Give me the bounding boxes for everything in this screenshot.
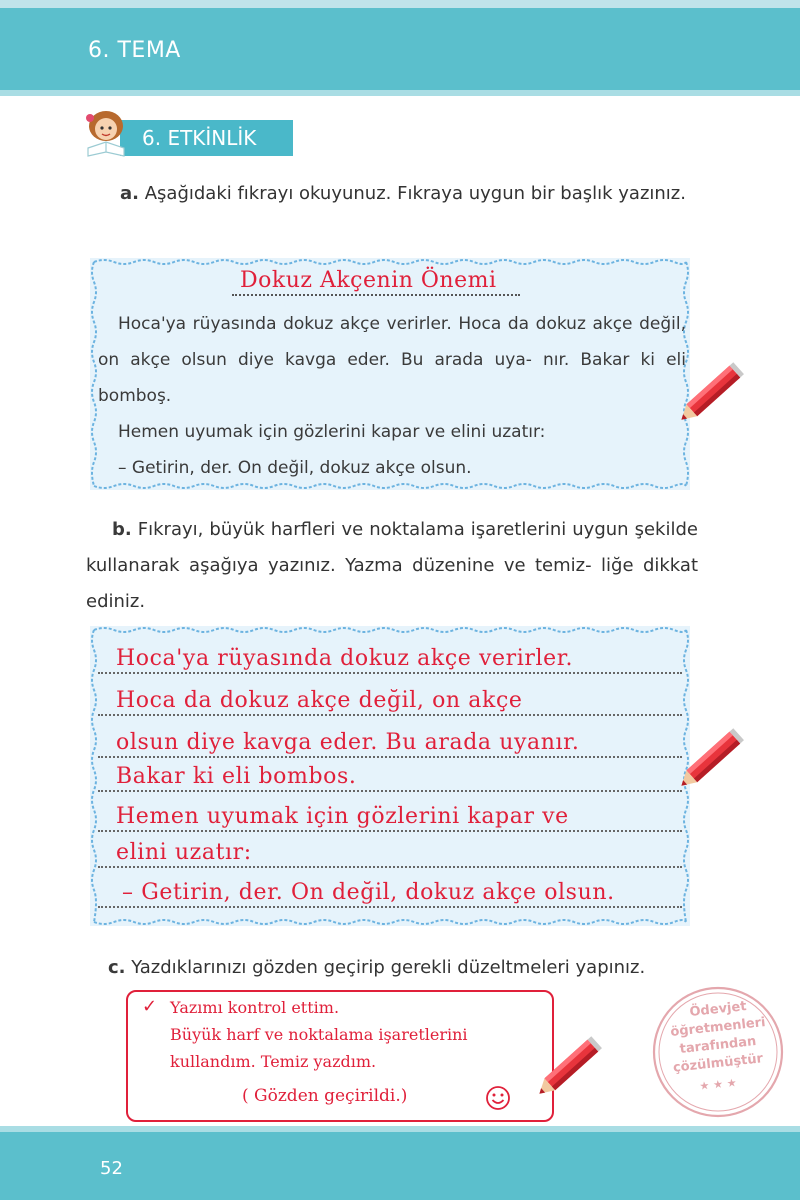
check-mark-icon: ✓ — [142, 996, 158, 1017]
red-pencil-icon — [530, 1018, 620, 1108]
dotted-line — [98, 830, 682, 832]
instruction-b-text: Fıkrayı, büyük harfleri ve noktalama işaretlerini uygun şekilde kullanarak aşağıya yazınız. Yazma düzenine ve temiz- liğe dikkat ediniz. — [86, 519, 698, 612]
fable-text — [98, 306, 686, 486]
stamp-line-4: çözülmüştür — [672, 1051, 764, 1076]
checklist-text — [170, 994, 550, 1075]
reviewed-note: ( Gözden geçirildi.) — [242, 1086, 408, 1106]
handwriting-line-7: – Getirin, der. On değil, dokuz akçe olsun. — [122, 880, 615, 905]
dotted-line — [98, 672, 682, 674]
section-letter-c: c. — [108, 957, 126, 978]
handwriting-line-3: olsun diye kavga eder. Bu arada uyanır. — [116, 730, 580, 755]
instruction-c-text: Yazdıklarınızı gözden geçirip gerekli düzeltmeleri yapınız. — [131, 957, 646, 978]
fable-paragraph-2: Hemen uyumak için gözlerini kapar ve elini uzatır: — [118, 422, 546, 442]
handwriting-line-5: Hemen uyumak için gözlerini kapar ve — [116, 804, 569, 829]
stamp-line-1: Ödevjet — [688, 999, 748, 1020]
fable-title-text: Dokuz Akçenin Önemi — [240, 268, 497, 293]
handwriting-line-2: Hoca da dokuz akçe değil, on akçe — [116, 688, 523, 713]
section-letter-b: b. — [112, 519, 132, 540]
fable-title-underline — [232, 294, 520, 296]
red-pencil-icon — [672, 344, 762, 434]
checklist-line-3: kullandım. Temiz yazdım. — [170, 1052, 377, 1071]
handwriting-line-1: Hoca'ya rüyasında dokuz akçe verirler. — [116, 646, 574, 671]
instruction-c — [108, 950, 708, 986]
red-pencil-icon — [672, 710, 762, 800]
smiley-face-icon — [484, 1084, 512, 1112]
instruction-a-text: Aşağıdaki fıkrayı okuyunuz. Fıkraya uygun bir başlık yazınız. — [144, 183, 686, 204]
section-letter-a: a. — [120, 183, 139, 204]
activity-label: 6. ETKİNLİK — [120, 120, 293, 156]
handwriting-line-4: Bakar ki eli bombos. — [116, 764, 357, 789]
stamp-line-2: öğretmenleri — [669, 1015, 767, 1040]
handwriting-line-6: elini uzatır: — [116, 840, 252, 865]
fable-paragraph-3: – Getirin, der. On değil, dokuz akçe olsun. — [118, 458, 472, 478]
checklist-line-2: Büyük harf ve noktalama işaretlerini — [170, 1025, 468, 1044]
dotted-line — [98, 714, 682, 716]
checklist-line-1: Yazımı kontrol ettim. — [170, 998, 340, 1017]
fable-paragraph-1: Hoca'ya rüyasında dokuz akçe verirler. Hoca da dokuz akçe değil, on akçe olsun diye kavga eder. Bu arada uya- nır. Bakar ki eli bomboş. — [98, 314, 686, 406]
stamp-stars: ★ ★ ★ — [698, 1076, 738, 1093]
dotted-line — [98, 756, 682, 758]
reading-girl-icon — [76, 108, 138, 160]
top-band — [0, 0, 800, 8]
theme-title: 6. TEMA — [88, 38, 181, 63]
page-number: 52 — [100, 1158, 123, 1179]
dotted-line — [98, 866, 682, 868]
fable-title — [150, 268, 497, 293]
instruction-b — [86, 512, 698, 620]
instruction-a — [86, 176, 698, 212]
stamp-line-3: tarafından — [678, 1034, 758, 1057]
dotted-line — [98, 790, 682, 792]
dotted-line — [98, 906, 682, 908]
